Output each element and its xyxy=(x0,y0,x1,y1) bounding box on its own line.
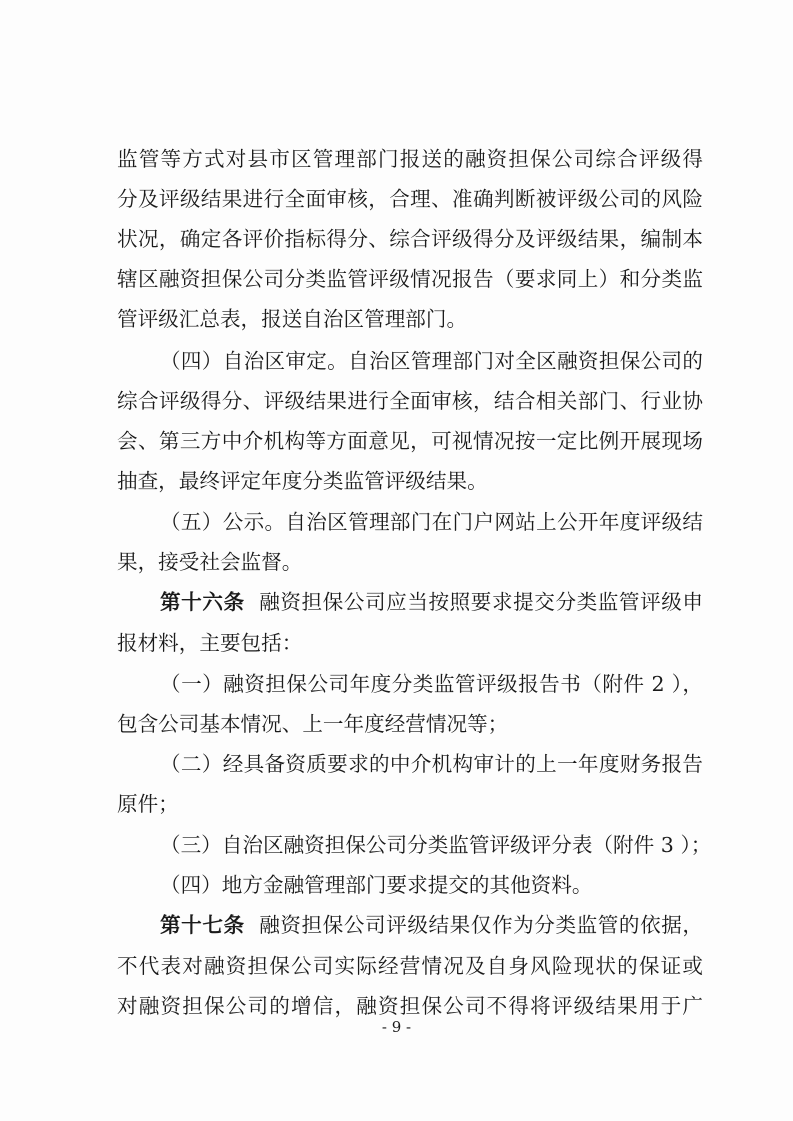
article-text: 融资担保公司评级结果仅作为分类监管的依据， xyxy=(258,913,703,937)
text-line: 会、第三方中介机构等方面意见，可视情况按一定比例开展现场 xyxy=(117,429,703,453)
text-line: 分及评级结果进行全面审核，合理、准确判断被评级公司的风险 xyxy=(117,187,703,211)
page-number: - 9 - xyxy=(381,1018,412,1036)
article-line xyxy=(160,585,703,619)
text-line: 监管等方式对县市区管理部门报送的融资担保公司综合评级得 xyxy=(117,147,703,171)
text-line: 管评级汇总表，报送自治区管理部门。 xyxy=(117,307,468,331)
text-line: 状况，确定各评价指标得分、综合评级得分及评级结果，编制本 xyxy=(117,227,703,251)
text-line: （一）融资担保公司年度分类监管评级报告书（附件 2 ）， xyxy=(160,672,703,696)
article-line xyxy=(160,908,703,942)
text-line: （四）自治区审定。自治区管理部门对全区融资担保公司的 xyxy=(160,349,703,373)
text-line: 原件； xyxy=(117,792,179,816)
text-line: （四）地方金融管理部门要求提交的其他资料。 xyxy=(160,873,593,897)
article-title: 第十七条 xyxy=(160,913,245,937)
text-line: 报材料，主要包括： xyxy=(117,631,303,655)
text-line: （二）经具备资质要求的中介机构审计的上一年度财务报告 xyxy=(160,752,703,776)
text-line: 对融资担保公司的增信，融资担保公司不得将评级结果用于广 xyxy=(117,994,703,1018)
text-line: （五）公示。自治区管理部门在门户网站上公开年度评级结 xyxy=(160,510,703,534)
text-line: 综合评级得分、评级结果进行全面审核，结合相关部门、行业协 xyxy=(117,389,703,413)
text-line: 包含公司基本情况、上一年度经营情况等； xyxy=(117,712,509,736)
text-line: 不代表对融资担保公司实际经营情况及自身风险现状的保证或 xyxy=(117,954,703,978)
text-line: 辖区融资担保公司分类监管评级情况报告（要求同上）和分类监 xyxy=(117,267,703,291)
text-line: 果，接受社会监督。 xyxy=(117,550,303,574)
text-line: （三）自治区融资担保公司分类监管评级评分表（附件 3 ）； xyxy=(160,833,712,857)
article-title: 第十六条 xyxy=(160,590,245,614)
article-text: 融资担保公司应当按照要求提交分类监管评级申 xyxy=(258,590,703,614)
text-line: 抽查，最终评定年度分类监管评级结果。 xyxy=(117,469,488,493)
